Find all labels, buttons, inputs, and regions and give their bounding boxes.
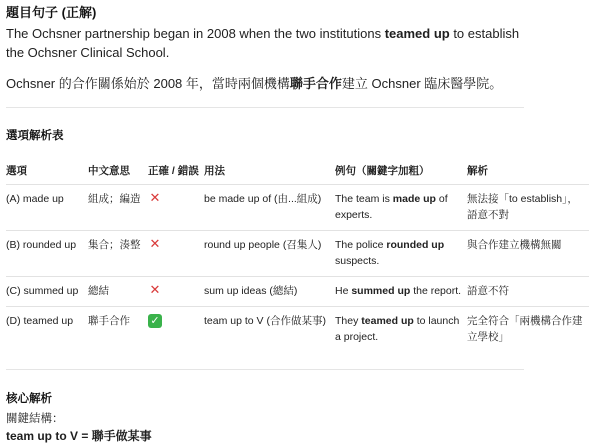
option-example [335, 283, 467, 299]
header-usage: 用法 [204, 164, 225, 177]
chinese-sentence [6, 74, 502, 93]
option-example [335, 313, 467, 345]
check-mark-icon: ✓ [148, 314, 162, 328]
example-start: He [335, 285, 352, 297]
key-structure-formula: team up to V = 聯手做某事 [6, 429, 152, 443]
option-meaning: 組成；編造 [88, 193, 141, 205]
options-table [6, 156, 589, 353]
section-divider [6, 107, 524, 108]
core-analysis-heading: 核心解析 [6, 393, 52, 405]
option-meaning: 總結 [88, 285, 109, 297]
example-end: suspects. [335, 255, 380, 267]
option-label: (B) rounded up [6, 239, 77, 251]
header-example: 例句（關鍵字加粗） [335, 164, 430, 177]
example-end: of experts. [335, 193, 448, 221]
example-keyword: summed up [351, 285, 411, 297]
english-sentence-start: The Ochsner partnership began in 2008 when the two institutions [6, 26, 385, 41]
option-analysis: 語意不符 [467, 285, 509, 297]
option-label: (D) teamed up [6, 315, 74, 327]
chinese-sentence-keyword: 聯手合作 [289, 76, 342, 91]
header-analysis: 解析 [467, 164, 488, 177]
option-usage: round up people (召集人) [204, 239, 322, 251]
section-divider [6, 369, 524, 370]
option-meaning: 聯手合作 [88, 315, 130, 327]
table-header-row [6, 156, 589, 185]
table-row [6, 307, 589, 353]
cross-mark-icon: ✕ [149, 282, 161, 297]
example-start: They [335, 315, 362, 327]
example-end: the report. [410, 285, 462, 297]
sentence-heading: 題目句子 (正解) [6, 5, 97, 20]
key-structure-label: 關鍵結構： [6, 413, 64, 425]
table-row [6, 185, 589, 231]
english-sentence-end: to establish the Ochsner Clinical School. [6, 26, 520, 60]
header-verdict: 正確 / 錯誤 [148, 164, 199, 177]
option-usage: sum up ideas (總結) [204, 285, 298, 297]
header-meaning: 中文意思 [88, 164, 130, 177]
cross-mark-icon: ✕ [149, 190, 161, 205]
option-example [335, 237, 467, 269]
chinese-sentence-end: 建立 Ochsner 臨床醫學院。 [341, 76, 503, 91]
example-start: The team is [335, 193, 393, 205]
option-meaning: 集合；湊整 [88, 239, 141, 251]
option-analysis: 完全符合「兩機構合作建立學校」 [467, 315, 583, 343]
cross-mark-icon: ✕ [149, 236, 161, 251]
option-analysis: 無法接「to establish」，語意不對 [467, 193, 578, 221]
options-table-heading: 選項解析表 [6, 130, 64, 142]
option-analysis: 與合作建立機構無關 [467, 239, 562, 251]
example-keyword: made up [392, 193, 436, 205]
option-usage: be made up of (由...組成) [204, 193, 322, 205]
example-start: The police [335, 239, 387, 251]
chinese-sentence-start: Ochsner 的合作關係始於 2008 年，當時兩個機構 [6, 76, 290, 91]
header-option: 選項 [6, 164, 27, 177]
table-row [6, 231, 589, 277]
example-keyword: teamed up [361, 315, 414, 327]
option-label: (C) summed up [6, 285, 79, 297]
example-end: to launch a project. [335, 315, 460, 343]
english-sentence-keyword: teamed up [384, 26, 450, 41]
table-row [6, 277, 589, 307]
english-sentence [6, 24, 526, 62]
option-label: (A) made up [6, 193, 64, 205]
option-example [335, 191, 467, 223]
option-usage: team up to V (合作做某事) [204, 315, 326, 327]
example-keyword: rounded up [386, 239, 445, 251]
